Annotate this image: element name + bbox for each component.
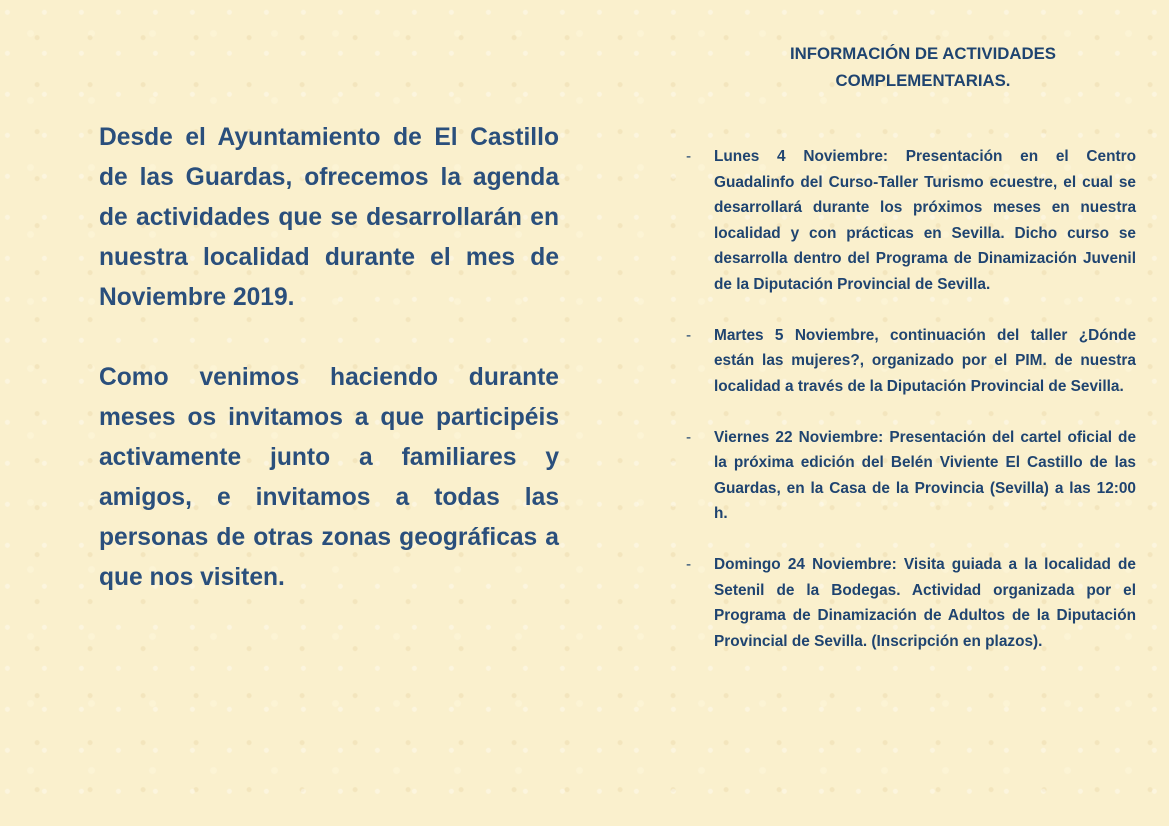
- activities-title-line-2: COMPLEMENTARIAS.: [835, 71, 1011, 90]
- activity-text: Domingo 24 Noviembre: Visita guiada a la localidad de Setenil de la Bodegas. Actividad organizada por el Programa de Dinamización de Adultos de la Diputación Provincial de Sevilla. (Inscripción en plazos).: [714, 556, 1136, 650]
- list-bullet: -: [686, 148, 692, 165]
- list-bullet: -: [686, 326, 692, 344]
- activity-list: [686, 144, 1136, 680]
- activity-text: Viernes 22 Noviembre: Presentación del cartel oficial de la próxima edición del Belén Viviente El Castillo de las Guardas, en la Casa de la Provincia (Sevilla) a las 12:00 h.: [714, 428, 1136, 522]
- activity-item-nov-5: [686, 323, 1136, 400]
- activities-section: [686, 40, 1136, 650]
- intro-section: [99, 118, 559, 598]
- list-bullet: -: [686, 428, 692, 446]
- activities-title-line-1: INFORMACIÓN DE ACTIVIDADES: [789, 44, 1057, 63]
- activity-item-nov-24: [686, 552, 1136, 654]
- intro-paragraph-2: Como venimos haciendo durante meses os invitamos a que participéis activamente junto a familiares y amigos, e invitamos a todas las personas de otras zonas geográficas a que nos visiten.: [99, 364, 559, 591]
- activity-item-nov-22: [686, 425, 1136, 527]
- activity-text: Martes 5 Noviembre, continuación del taller ¿Dónde están las mujeres?, organizado por el PIM. de nuestra localidad a través de la Diputación Provincial de Sevilla.: [714, 326, 1136, 395]
- activity-text: Lunes 4 Noviembre: Presentación en el Centro Guadalinfo del Curso-Taller Turismo ecuestre, el cual se desarrollará durante los próximos meses en nuestra localidad y con prácticas en Sevilla. Dicho curso se desarrolla dentro del Programa de Dinamización Juvenil de la Diputación Provincial de Sevilla.: [714, 148, 1136, 293]
- activities-title: [698, 40, 1148, 94]
- activity-item-nov-4: [686, 144, 1136, 297]
- intro-paragraph-1: Desde el Ayuntamiento de El Castillo de las Guardas, ofrecemos la agenda de actividades que se desarrollarán en nuestra localidad durante el mes de Noviembre 2019.: [99, 124, 559, 311]
- list-bullet: -: [686, 556, 692, 573]
